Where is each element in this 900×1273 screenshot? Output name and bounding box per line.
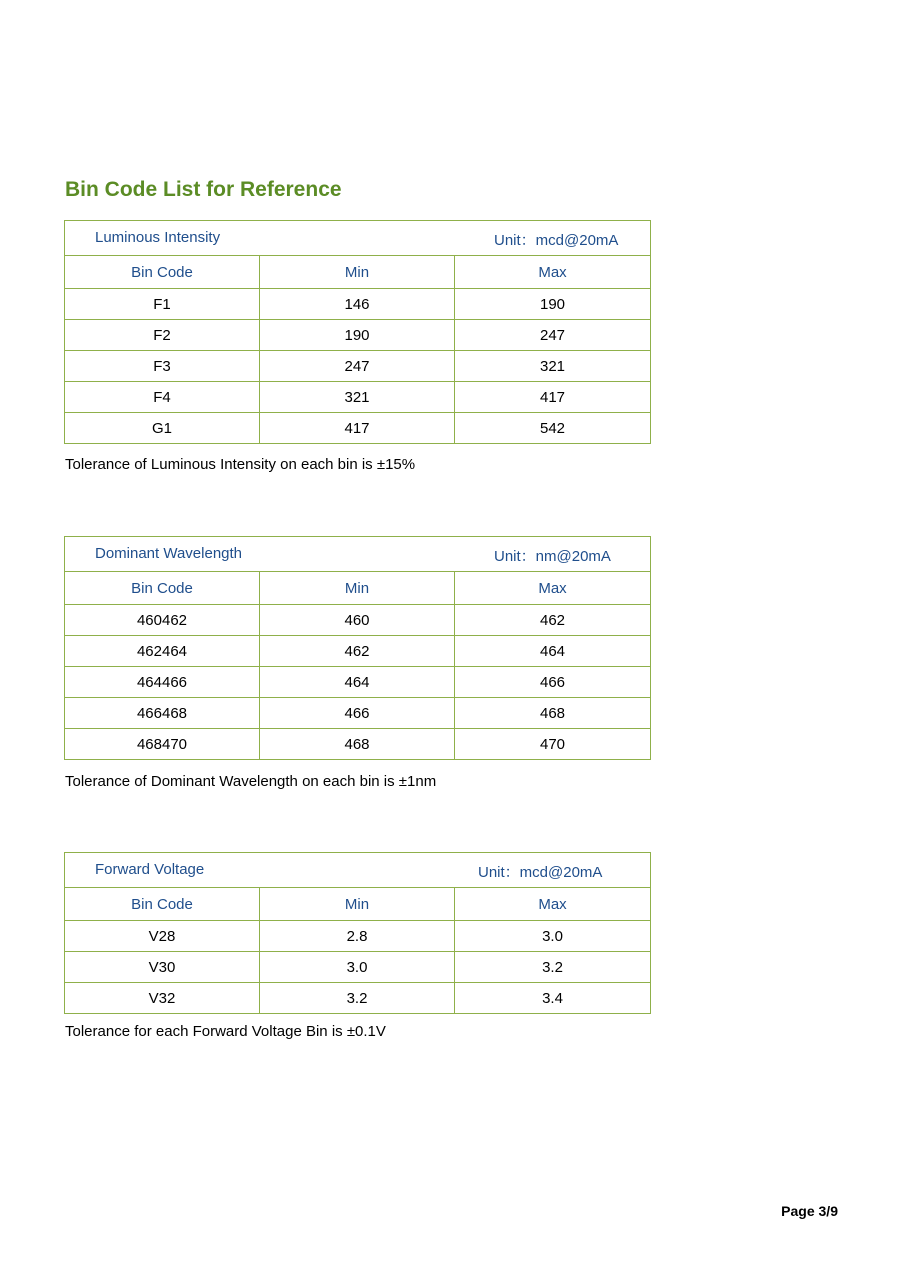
min-cell: 468 bbox=[260, 729, 455, 760]
table-unit: Unit：nm@20mA bbox=[494, 548, 611, 565]
max-cell: 3.0 bbox=[455, 921, 651, 952]
table-row bbox=[65, 320, 651, 351]
table-header-cell bbox=[65, 221, 651, 256]
column-header: Min bbox=[260, 256, 455, 289]
max-cell: 3.2 bbox=[455, 952, 651, 983]
column-header: Bin Code bbox=[65, 572, 260, 605]
max-cell: 247 bbox=[455, 320, 651, 351]
table-row bbox=[65, 698, 651, 729]
min-cell: 190 bbox=[260, 320, 455, 351]
max-cell: 542 bbox=[455, 413, 651, 444]
luminous-intensity-table bbox=[64, 220, 651, 444]
table-row bbox=[65, 667, 651, 698]
table-row bbox=[65, 983, 651, 1014]
table-name: Dominant Wavelength bbox=[95, 545, 243, 562]
table-header-cell bbox=[65, 537, 651, 572]
table-row bbox=[65, 605, 651, 636]
bin-code-cell: G1 bbox=[65, 413, 260, 444]
max-cell: 417 bbox=[455, 382, 651, 413]
bin-code-cell: 466468 bbox=[65, 698, 260, 729]
bin-code-cell: 468470 bbox=[65, 729, 260, 760]
table-header-row bbox=[65, 537, 651, 572]
table-unit: Unit：mcd@20mA bbox=[494, 232, 619, 249]
bin-code-cell: V28 bbox=[65, 921, 260, 952]
table-header-row bbox=[65, 221, 651, 256]
luminous-tolerance-note: Tolerance of Luminous Intensity on each bin is ±15% bbox=[65, 456, 416, 473]
page-number: Page 3/9 bbox=[781, 1203, 838, 1219]
table-unit: Unit：mcd@20mA bbox=[478, 864, 603, 881]
max-cell: 464 bbox=[455, 636, 651, 667]
max-cell: 190 bbox=[455, 289, 651, 320]
max-cell: 468 bbox=[455, 698, 651, 729]
min-cell: 3.0 bbox=[260, 952, 455, 983]
column-header: Max bbox=[455, 572, 651, 605]
max-cell: 470 bbox=[455, 729, 651, 760]
wavelength-tolerance-note: Tolerance of Dominant Wavelength on each bin is ±1nm bbox=[65, 773, 437, 790]
bin-code-cell: F3 bbox=[65, 351, 260, 382]
forward-voltage-table bbox=[64, 852, 651, 1014]
min-cell: 462 bbox=[260, 636, 455, 667]
table-row bbox=[65, 351, 651, 382]
voltage-tolerance-note: Tolerance for each Forward Voltage Bin is ±0.1V bbox=[65, 1023, 386, 1040]
column-header: Bin Code bbox=[65, 888, 260, 921]
min-cell: 464 bbox=[260, 667, 455, 698]
column-header-row bbox=[65, 888, 651, 921]
bin-code-cell: V30 bbox=[65, 952, 260, 983]
max-cell: 466 bbox=[455, 667, 651, 698]
table-row bbox=[65, 382, 651, 413]
column-header: Min bbox=[260, 888, 455, 921]
table-name: Luminous Intensity bbox=[95, 229, 221, 246]
page-title: Bin Code List for Reference bbox=[65, 178, 342, 201]
table-row bbox=[65, 289, 651, 320]
bin-code-cell: 462464 bbox=[65, 636, 260, 667]
table-header-row bbox=[65, 853, 651, 888]
min-cell: 417 bbox=[260, 413, 455, 444]
max-cell: 3.4 bbox=[455, 983, 651, 1014]
column-header: Min bbox=[260, 572, 455, 605]
bin-code-cell: 460462 bbox=[65, 605, 260, 636]
dominant-wavelength-table bbox=[64, 536, 651, 760]
max-cell: 462 bbox=[455, 605, 651, 636]
column-header: Bin Code bbox=[65, 256, 260, 289]
column-header: Max bbox=[455, 256, 651, 289]
min-cell: 321 bbox=[260, 382, 455, 413]
table-row bbox=[65, 636, 651, 667]
table-row bbox=[65, 729, 651, 760]
bin-code-cell: 464466 bbox=[65, 667, 260, 698]
min-cell: 146 bbox=[260, 289, 455, 320]
column-header-row bbox=[65, 256, 651, 289]
table-name: Forward Voltage bbox=[95, 861, 205, 878]
bin-code-cell: F4 bbox=[65, 382, 260, 413]
min-cell: 2.8 bbox=[260, 921, 455, 952]
max-cell: 321 bbox=[455, 351, 651, 382]
table-header-cell bbox=[65, 853, 651, 888]
bin-code-cell: F2 bbox=[65, 320, 260, 351]
column-header-row bbox=[65, 572, 651, 605]
table-row bbox=[65, 952, 651, 983]
table-row bbox=[65, 413, 651, 444]
min-cell: 466 bbox=[260, 698, 455, 729]
bin-code-cell: F1 bbox=[65, 289, 260, 320]
column-header: Max bbox=[455, 888, 651, 921]
min-cell: 460 bbox=[260, 605, 455, 636]
min-cell: 3.2 bbox=[260, 983, 455, 1014]
table-row bbox=[65, 921, 651, 952]
min-cell: 247 bbox=[260, 351, 455, 382]
bin-code-cell: V32 bbox=[65, 983, 260, 1014]
